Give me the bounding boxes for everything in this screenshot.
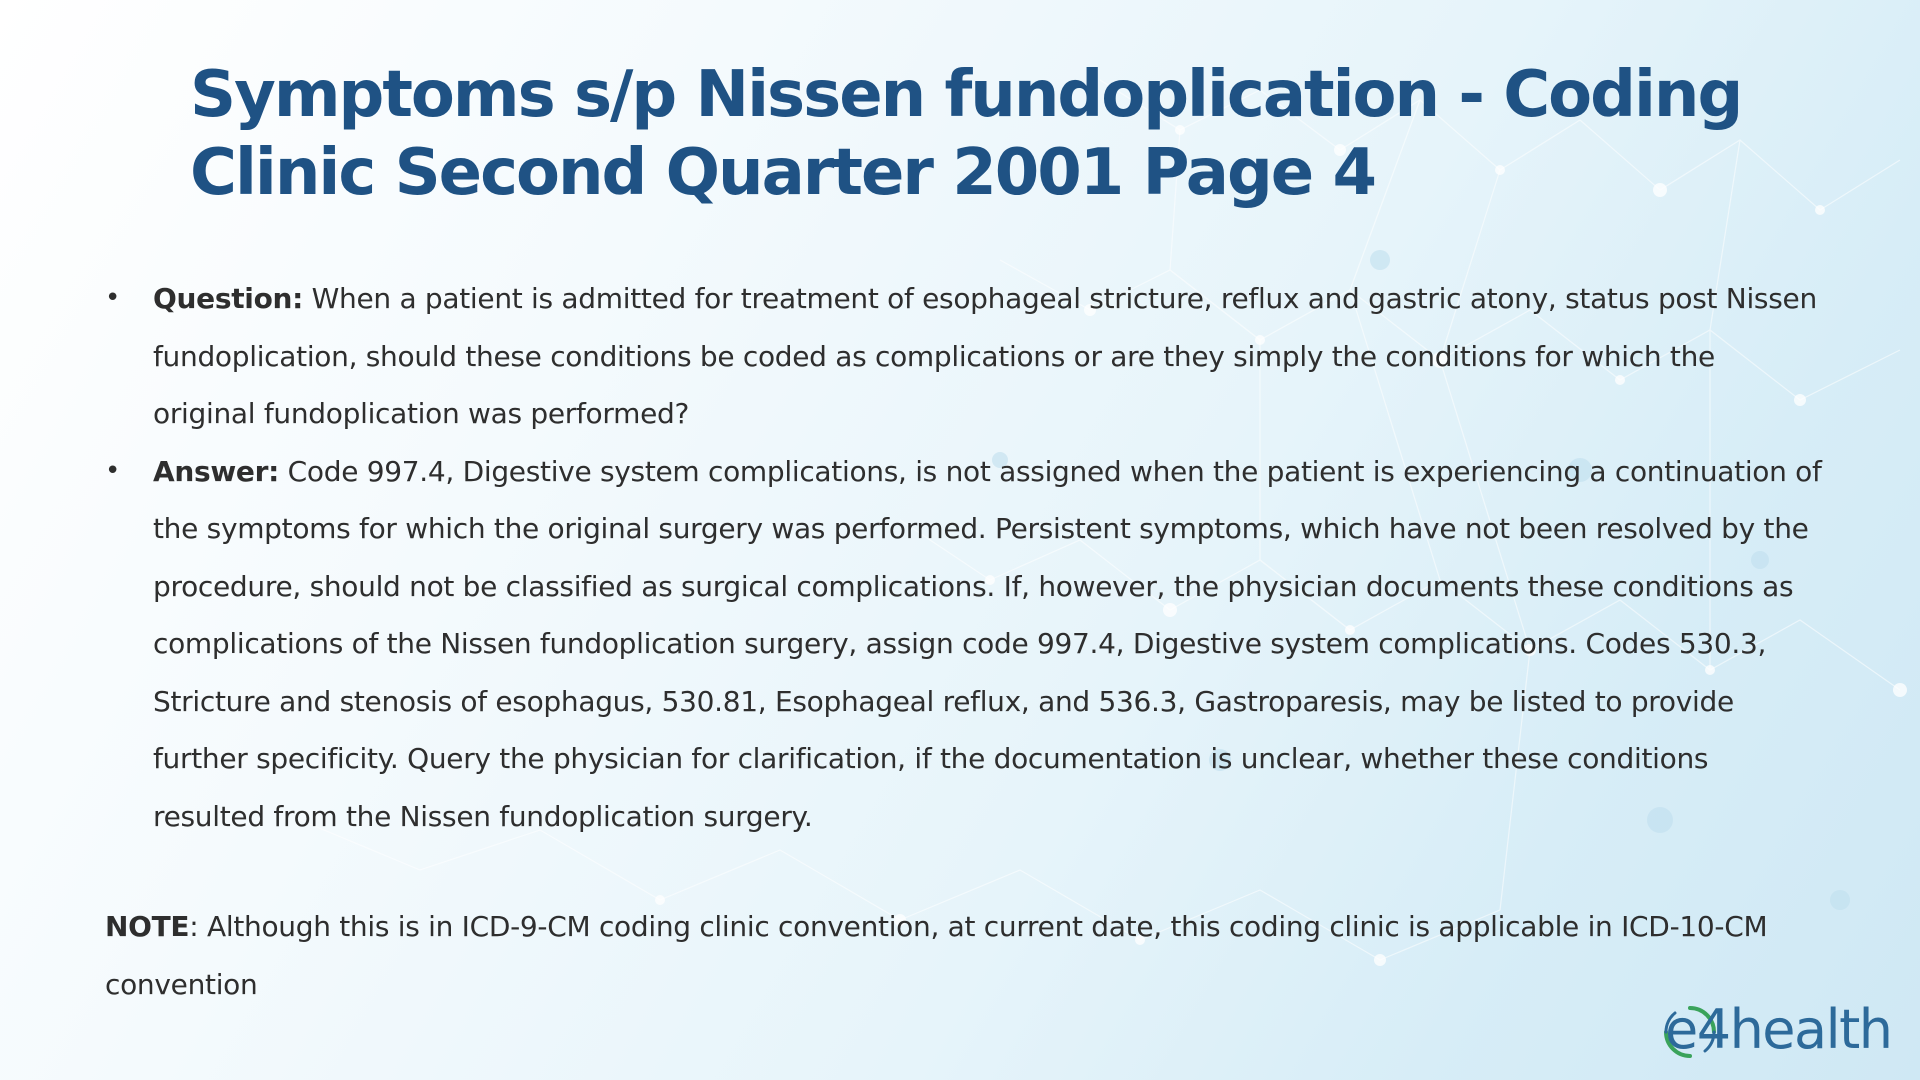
slide-title: Symptoms s/p Nissen fundoplication - Coding Clinic Second Quarter 2001 Page 4 — [190, 58, 1742, 210]
note-label: NOTE — [105, 910, 190, 943]
bullet-marker: • — [105, 455, 121, 486]
bullet-list — [105, 270, 1825, 845]
logo-wordmark: e4health — [1665, 998, 1892, 1061]
bullet-answer — [105, 443, 1825, 846]
question-label: Question: — [153, 282, 304, 315]
e4health-logo — [1665, 995, 1905, 1065]
note-paragraph — [105, 898, 1805, 1014]
bullet-question — [105, 270, 1825, 443]
question-text: When a patient is admitted for treatment of esophageal stricture, reflux and gastric atony, status post Nissen fundoplication, should these conditions be coded as complications or are they simply the conditions for which the original fundoplication was performed? — [153, 282, 1817, 430]
answer-label: Answer: — [153, 454, 280, 488]
answer-text: Code 997.4, Digestive system complications, is not assigned when the patient is experiencing a continuation of the symptoms for which the original surgery was performed. Persistent symptoms, which have not been resolved by the procedure, should not be classified as surgical complications. If, however, the physician documents these conditions as complications of the Nissen fundoplication surgery, assign code 997.4, Digestive system complications. Codes 530.3, Stricture and stenosis of esophagus, 530.81, Esophageal reflux, and 536.3, Gastroparesis, may be listed to provide further specificity. Query the physician for clarification, if the documentation is unclear, whether these conditions resulted from the Nissen fundoplication surgery. — [153, 454, 1822, 833]
note-text: : Although this is in ICD-9-CM coding clinic convention, at current date, this coding clinic is applicable in ICD-10-CM convention — [105, 910, 1768, 1001]
bullet-marker: • — [105, 283, 121, 313]
